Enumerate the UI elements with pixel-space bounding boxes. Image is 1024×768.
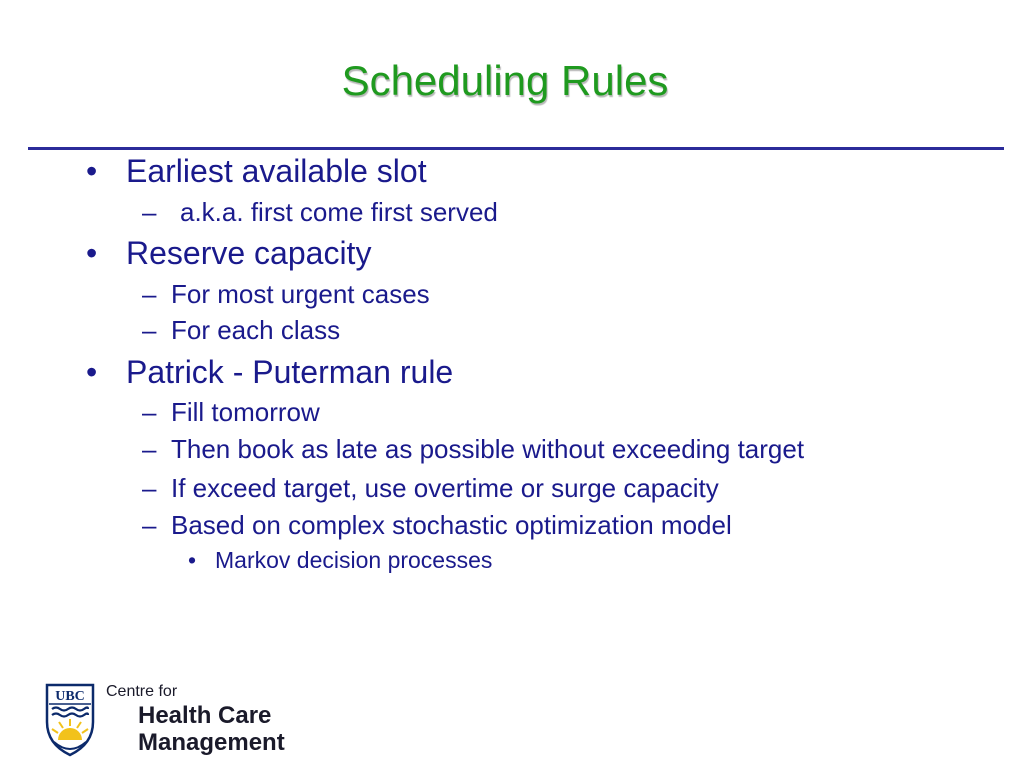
sub-bullet-text: For most urgent cases	[171, 279, 430, 309]
bullet-marker: •	[86, 235, 98, 271]
bullet-text: Earliest available slot	[126, 153, 427, 189]
dash-marker: –	[142, 197, 157, 227]
ubc-chcm-logo	[44, 678, 324, 758]
sub-bullet-text: a.k.a. first come first served	[180, 197, 498, 227]
dash-marker: –	[142, 279, 157, 309]
dash-marker: –	[142, 510, 157, 540]
logo-line-2: Health Care	[138, 702, 272, 729]
bullet-marker: •	[86, 153, 98, 189]
dash-marker: –	[142, 397, 157, 427]
logo-line-3: Management	[138, 729, 285, 756]
bullet-text: Reserve capacity	[126, 235, 372, 271]
sub-bullet-text: Based on complex stochastic optimization model	[171, 510, 732, 540]
ubc-crest-icon	[44, 682, 96, 758]
sub-bullet-text: Then book as late as possible without exceeding target	[171, 434, 805, 464]
slide-title: Scheduling Rules	[341, 57, 669, 104]
crest-letters: UBC	[55, 689, 85, 704]
bullet-marker: •	[86, 354, 98, 390]
bullet-text: Patrick - Puterman rule	[126, 354, 454, 390]
dash-marker: –	[142, 434, 157, 464]
sub-bullet-text: If exceed target, use overtime or surge capacity	[171, 473, 719, 503]
dash-marker: –	[142, 315, 157, 345]
logo-line-1: Centre for	[106, 683, 178, 700]
dash-marker: –	[142, 473, 157, 503]
sub-bullet-text: Fill tomorrow	[171, 397, 320, 427]
sub-sub-bullet-text: Markov decision processes	[215, 547, 493, 573]
bullet-marker: •	[188, 547, 197, 573]
sub-bullet-text: For each class	[171, 315, 341, 345]
